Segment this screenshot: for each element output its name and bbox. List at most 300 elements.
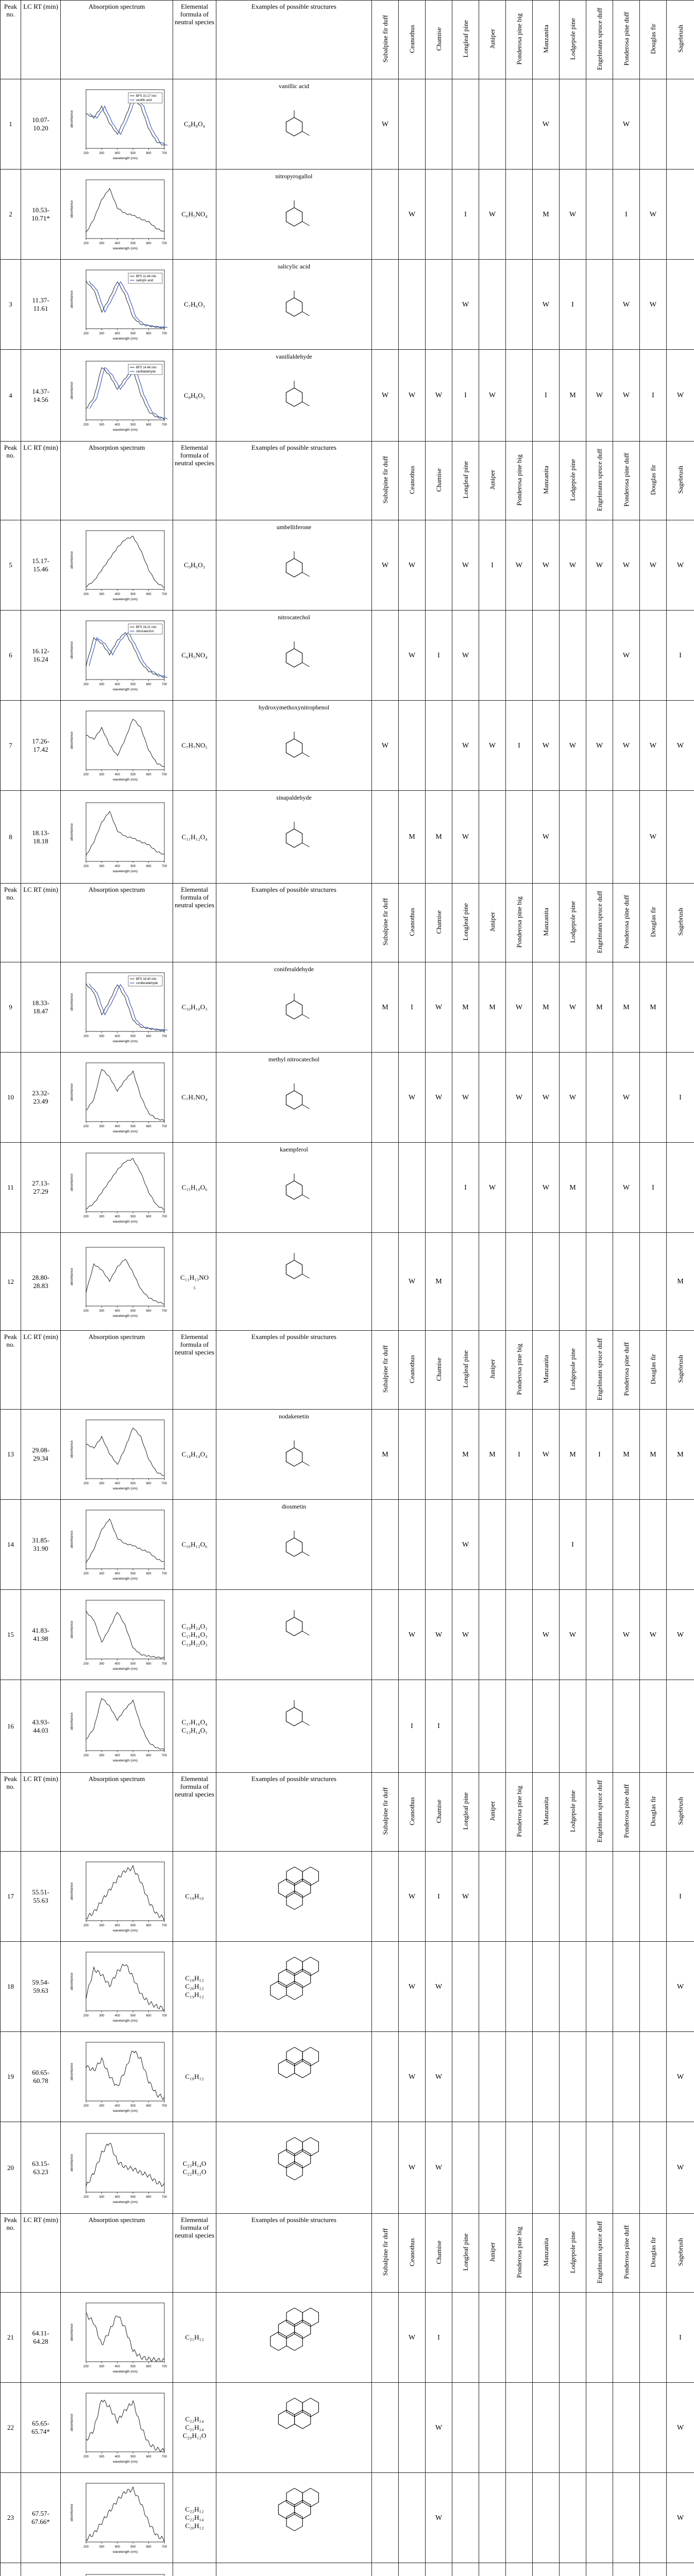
fuel-mark-cell — [399, 520, 426, 611]
spectrum-curve — [86, 1158, 164, 1210]
lc-rt-text: 18.13- 18.18 — [32, 828, 49, 845]
fuel-mark-cell — [640, 260, 667, 350]
fuel-mark: M — [677, 1450, 684, 1459]
compound-name: methyl nitrocatechol — [268, 1056, 319, 1063]
x-tick-label: 500 — [130, 1309, 136, 1313]
fuel-mark: W — [542, 120, 550, 128]
fuel-mark: W — [622, 1093, 630, 1101]
fuel-mark-cell — [426, 1852, 452, 1942]
fuel-label: Douglas fir — [649, 1796, 657, 1826]
fuel-mark: W — [408, 1982, 416, 1991]
fuel-mark-cell — [613, 260, 640, 350]
fuel-mark-cell — [372, 1053, 399, 1143]
fuel-mark-cell — [399, 701, 426, 791]
header-fuel — [640, 884, 667, 962]
x-tick-label: 400 — [114, 593, 120, 596]
fuel-mark: M — [569, 1450, 576, 1459]
fuel-mark-cell — [372, 79, 399, 170]
x-tick-label: 500 — [130, 1035, 136, 1038]
x-tick-label: 400 — [114, 1754, 120, 1757]
header-fuel — [586, 1331, 613, 1410]
x-tick-label: 300 — [98, 773, 104, 776]
lc-rt — [21, 520, 61, 611]
peak-number-text: 7 — [9, 741, 12, 749]
fuel-label: Lodgepole pine — [568, 2231, 577, 2274]
fuel-mark-cell — [560, 2383, 586, 2473]
fuel-mark: M — [382, 1450, 388, 1459]
fuel-mark: W — [408, 392, 416, 399]
fuel-mark-cell — [426, 2293, 452, 2383]
x-axis-label: wavelength (nm) — [112, 2550, 138, 2554]
header-fuel — [372, 1331, 399, 1410]
absorption-spectrum — [61, 2473, 173, 2563]
header-fuel — [479, 1331, 506, 1410]
fuel-label: Ponderosa pine big — [515, 13, 523, 65]
header-fuel — [372, 884, 399, 962]
molecule-structure-drawing — [243, 2125, 346, 2192]
ring — [286, 1448, 302, 1466]
peak-number-text: 20 — [7, 2163, 14, 2172]
fuel-mark-cell — [506, 79, 533, 170]
fuel-mark-cell — [399, 2473, 426, 2563]
ring — [270, 1981, 286, 1999]
header-peak: Peak no. — [1, 2214, 21, 2293]
x-tick-label: 500 — [130, 2455, 136, 2459]
header-lcrt: LC RT (min) — [21, 1331, 61, 1410]
x-tick-label: 600 — [146, 2546, 151, 2549]
y-axis-label: absorbance — [70, 110, 74, 128]
x-tick-label: 200 — [83, 1482, 89, 1485]
fuel-mark-cell — [667, 1942, 694, 2032]
possible-structures — [216, 1410, 372, 1500]
fuel-mark-cell — [452, 1852, 479, 1942]
y-axis-label: absorbance — [70, 2154, 74, 2172]
fuel-mark-cell — [586, 520, 613, 611]
fuel-mark: I — [437, 2333, 440, 2342]
fuel-label: Chamise — [434, 1357, 443, 1381]
header-fuel — [560, 1331, 586, 1410]
fuel-mark: W — [515, 561, 523, 569]
fuel-mark: W — [462, 1540, 469, 1549]
fuel-mark-cell — [667, 962, 694, 1053]
fuel-mark-cell — [667, 1500, 694, 1590]
table-row — [1, 2563, 694, 2576]
bond — [302, 843, 309, 847]
x-tick-label: 500 — [130, 1754, 136, 1757]
fuel-mark: W — [462, 741, 469, 750]
absorption-spectrum-plot — [65, 2389, 168, 2466]
bond — [302, 1631, 309, 1635]
fuel-mark-cell — [560, 350, 586, 442]
formula-text: C₆H₅NO₄ — [181, 651, 208, 659]
x-tick-label: 400 — [114, 423, 120, 427]
fuel-mark-cell — [667, 1233, 694, 1331]
ring — [270, 2332, 286, 2350]
absorption-spectrum-plot — [65, 2479, 168, 2556]
compound-name: nitropyrogallol — [275, 173, 313, 180]
fuel-label: Subalpine fir duff — [381, 898, 389, 946]
x-axis-label: wavelength (nm) — [112, 428, 138, 432]
fuel-mark-cell — [613, 1852, 640, 1942]
absorption-spectrum — [61, 1942, 173, 2032]
ring — [286, 2138, 302, 2156]
ring — [286, 1891, 302, 1909]
x-tick-label: 700 — [161, 2014, 167, 2018]
x-tick-label: 200 — [83, 2105, 89, 2108]
absorption-spectrum — [61, 2563, 173, 2576]
x-tick-label: 200 — [83, 242, 89, 245]
x-tick-label: 200 — [83, 152, 89, 155]
lc-rt — [21, 1942, 61, 2032]
spectrum-curve — [86, 719, 164, 767]
fuel-mark-cell — [640, 1233, 667, 1331]
y-axis-label: absorbance — [70, 641, 74, 659]
possible-structures — [216, 170, 372, 260]
spectrum-curve — [86, 189, 164, 233]
fuel-mark: W — [462, 651, 469, 659]
lc-rt — [21, 350, 61, 442]
fuel-mark-cell — [479, 1590, 506, 1680]
peak-number-text: 14 — [7, 1540, 14, 1548]
x-tick-label: 400 — [114, 1924, 120, 1927]
header-fuel — [586, 2214, 613, 2293]
absorption-spectrum — [61, 350, 173, 442]
fuel-mark-cell — [613, 791, 640, 884]
fuel-label: Engelmann spruce duff — [595, 7, 603, 71]
absorption-spectrum — [61, 1590, 173, 1680]
x-tick-label: 700 — [161, 2455, 167, 2459]
peak-number-text: 17 — [7, 1892, 14, 1900]
header-fuel — [452, 1331, 479, 1410]
fuel-mark-cell — [452, 791, 479, 884]
elemental-formula — [173, 1852, 216, 1942]
absorption-spectrum — [61, 2122, 173, 2214]
ring — [302, 2398, 318, 2417]
absorption-spectrum-plot — [65, 617, 168, 694]
x-tick-label: 500 — [130, 2365, 136, 2368]
fuel-mark-cell — [372, 1590, 399, 1680]
fuel-mark-cell — [399, 1852, 426, 1942]
y-axis-label: absorbance — [70, 1440, 74, 1458]
compound-name: kaempferol — [280, 1146, 308, 1153]
fuel-mark-cell — [667, 350, 694, 442]
spectrum-curve — [86, 811, 164, 855]
fuel-mark-cell — [586, 1852, 613, 1942]
table-row — [1, 79, 694, 170]
fuel-label: Ceanothus — [408, 25, 416, 53]
header-fuel — [560, 1, 586, 79]
fuel-mark: M — [650, 1003, 656, 1011]
fuel-mark-cell — [533, 2383, 560, 2473]
fuel-label: Ponderosa pine duff — [622, 453, 630, 507]
formula-text: C₈H₈O₄ — [183, 120, 206, 128]
header-structures: Examples of possible structures — [216, 1773, 372, 1852]
fuel-mark: W — [569, 1003, 577, 1011]
fuel-mark-cell — [640, 1852, 667, 1942]
x-tick-label: 200 — [83, 1754, 89, 1757]
fuel-mark: I — [518, 741, 520, 750]
x-axis-label: wavelength (nm) — [112, 869, 138, 873]
fuel-mark-cell — [640, 791, 667, 884]
lc-rt-text: 10.07- 10.20 — [32, 116, 49, 132]
absorption-spectrum — [61, 1410, 173, 1500]
x-tick-label: 500 — [130, 1482, 136, 1485]
fuel-mark: W — [435, 392, 443, 399]
x-tick-label: 600 — [146, 593, 151, 596]
fuel-mark-cell — [667, 1053, 694, 1143]
elemental-formula — [173, 2563, 216, 2576]
fuel-label: Longleaf pine — [461, 903, 469, 941]
header-fuel — [533, 1, 560, 79]
fuel-mark-cell — [372, 2122, 399, 2214]
x-tick-label: 300 — [98, 242, 104, 245]
header-lcrt: LC RT (min) — [21, 2214, 61, 2293]
absorption-spectrum-plot — [65, 1059, 168, 1136]
plot-frame — [86, 2042, 164, 2101]
fuel-mark-cell — [399, 2293, 426, 2383]
table-row — [1, 791, 694, 884]
fuel-mark: W — [462, 833, 469, 841]
absorption-spectrum — [61, 1500, 173, 1590]
lc-rt — [21, 791, 61, 884]
fuel-mark: W — [488, 210, 496, 218]
x-tick-label: 600 — [146, 1035, 151, 1038]
fuel-mark-cell — [372, 260, 399, 350]
fuel-mark-cell — [560, 611, 586, 701]
fuel-mark: W — [622, 1631, 630, 1639]
elemental-formula — [173, 350, 216, 442]
fuel-mark: M — [543, 210, 549, 218]
fuel-label: Ceanothus — [408, 2238, 416, 2266]
fuel-mark-cell — [452, 2293, 479, 2383]
fuel-mark: W — [408, 1892, 416, 1901]
fuel-label: Chamise — [434, 27, 443, 51]
fuel-mark: I — [598, 1450, 601, 1459]
x-tick-label: 400 — [114, 2014, 120, 2018]
fuel-mark: M — [623, 1003, 630, 1011]
fuel-mark-cell — [667, 1680, 694, 1773]
fuel-mark-cell — [533, 701, 560, 791]
legend-entry: coniferaldehyde — [136, 982, 158, 985]
possible-structures — [216, 791, 372, 884]
y-axis-label: absorbance — [70, 1973, 74, 1990]
header-fuel — [560, 442, 586, 520]
fuel-label: Juniper — [488, 1801, 496, 1821]
fuel-mark-cell — [533, 1410, 560, 1500]
fuel-mark-cell — [506, 170, 533, 260]
spectrum-curve — [86, 1519, 164, 1563]
molecule-structure-drawing — [243, 1157, 346, 1224]
fuel-mark-cell — [452, 611, 479, 701]
fuel-mark-cell — [506, 1590, 533, 1680]
elemental-formula — [173, 1500, 216, 1590]
header-fuel — [586, 1, 613, 79]
fuel-mark-cell — [667, 2383, 694, 2473]
elemental-formula — [173, 2293, 216, 2383]
y-axis-label: absorbance — [70, 2504, 74, 2521]
fuel-mark-cell — [506, 2122, 533, 2214]
elemental-formula — [173, 2122, 216, 2214]
fuel-mark-cell — [640, 611, 667, 701]
fuel-mark-cell — [426, 701, 452, 791]
spectrum-curve — [86, 1866, 164, 1921]
molecule-structure-drawing — [243, 2035, 346, 2102]
fuel-mark-cell — [667, 2122, 694, 2214]
fuel-mark: W — [408, 2333, 416, 2342]
peak-number — [1, 170, 21, 260]
x-tick-label: 300 — [98, 1572, 104, 1575]
x-tick-label: 700 — [161, 1572, 167, 1575]
fuel-mark-cell — [533, 2122, 560, 2214]
fuel-label: Subalpine fir duff — [381, 456, 389, 504]
absorption-spectrum-plot — [65, 1149, 168, 1226]
possible-structures — [216, 962, 372, 1053]
y-axis-label: absorbance — [70, 2324, 74, 2341]
fuel-mark: I — [437, 1722, 440, 1730]
header-fuel — [613, 1, 640, 79]
formula-text: C₁₈H₁₀ — [185, 1892, 204, 1900]
x-tick-label: 700 — [161, 593, 167, 596]
molecule-structure-drawing — [243, 624, 346, 691]
fuel-mark-cell — [372, 170, 399, 260]
fuel-label: Lodgepole pine — [568, 901, 577, 943]
header-fuel — [506, 884, 533, 962]
y-axis-label: absorbance — [70, 1621, 74, 1638]
peak-number — [1, 1942, 21, 2032]
table-header — [1, 1, 694, 79]
fuel-mark-cell — [667, 1410, 694, 1500]
fuel-mark-cell — [533, 1590, 560, 1680]
fuel-mark-cell — [613, 520, 640, 611]
molecule-structure-drawing — [243, 534, 346, 601]
fuel-label: Manzanita — [541, 466, 550, 494]
fuel-mark-cell — [667, 611, 694, 701]
lc-rt-text: 16.12- 16.24 — [32, 647, 49, 663]
ring — [286, 2488, 302, 2507]
x-tick-label: 600 — [146, 1309, 151, 1313]
fuel-label: Ponderosa pine big — [515, 454, 523, 506]
peak-number-text: 13 — [7, 1450, 14, 1458]
elemental-formula — [173, 1053, 216, 1143]
fuel-mark-cell — [613, 2383, 640, 2473]
peak-number — [1, 2473, 21, 2563]
peak-number-text: 12 — [7, 1277, 14, 1285]
fuel-label: Ponderosa pine big — [515, 2226, 523, 2278]
fuel-label: Juniper — [488, 29, 496, 49]
fuel-mark-cell — [613, 611, 640, 701]
fuel-mark-cell — [372, 2383, 399, 2473]
plot-frame — [86, 1247, 164, 1306]
formula-text: C₂₃H₁₄O C₂₂H₁₂O — [182, 2159, 207, 2176]
molecule-structure-drawing — [243, 1683, 346, 1750]
fuel-mark: W — [542, 1631, 550, 1639]
header-fuel — [506, 1773, 533, 1852]
formula-text: C₁₇H₁₆O₄ C₁₃H₁₄O₅ — [181, 1718, 208, 1734]
x-tick-label: 300 — [98, 1125, 104, 1128]
reference-curve — [89, 367, 167, 419]
elemental-formula — [173, 79, 216, 170]
fuel-mark-cell — [640, 1143, 667, 1233]
molecule-structure-drawing — [243, 364, 346, 431]
elemental-formula — [173, 1143, 216, 1233]
x-tick-label: 400 — [114, 2365, 120, 2368]
fuel-mark: I — [652, 1183, 654, 1192]
lc-rt-text: 67.57- 67.66* — [31, 2510, 50, 2526]
fuel-mark-cell — [506, 611, 533, 701]
header-fuel — [506, 2214, 533, 2293]
fuel-mark-cell — [426, 1233, 452, 1331]
fuel-mark-cell — [399, 79, 426, 170]
plot-frame — [86, 1862, 164, 1921]
x-tick-label: 200 — [83, 1309, 89, 1313]
x-tick-label: 700 — [161, 242, 167, 245]
fuel-label: Lodgepole pine — [568, 1348, 577, 1391]
header-fuel — [372, 1773, 399, 1852]
fuel-label: Ponderosa pine duff — [622, 895, 630, 949]
fuel-mark-cell — [586, 1590, 613, 1680]
peak-number-text: 19 — [7, 2073, 14, 2080]
fuel-mark: W — [542, 300, 550, 309]
fuel-mark-cell — [506, 520, 533, 611]
fuel-label: Douglas fir — [649, 2237, 657, 2267]
fuel-mark-cell — [506, 1053, 533, 1143]
molecule-structure-drawing — [243, 1593, 346, 1660]
fuel-mark-cell — [372, 2473, 399, 2563]
possible-structures — [216, 260, 372, 350]
peak-number — [1, 79, 21, 170]
header-fuel — [506, 1331, 533, 1410]
x-tick-label: 700 — [161, 1125, 167, 1128]
header-fuel — [426, 1773, 452, 1852]
x-tick-label: 500 — [130, 152, 136, 155]
fuel-mark: M — [409, 833, 415, 841]
fuel-mark-cell — [667, 79, 694, 170]
fuel-mark-cell — [640, 962, 667, 1053]
x-tick-label: 600 — [146, 1663, 151, 1666]
fuel-label: Douglas fir — [649, 1354, 657, 1384]
elemental-formula — [173, 791, 216, 884]
x-axis-label: wavelength (nm) — [112, 688, 138, 691]
fuel-mark-cell — [640, 2383, 667, 2473]
fuel-label: Ponderosa pine big — [515, 1343, 523, 1395]
ring — [278, 2500, 294, 2519]
fuel-mark-cell — [452, 1942, 479, 2032]
x-tick-label: 400 — [114, 332, 120, 335]
fuel-mark-cell — [586, 1410, 613, 1500]
fuel-mark: W — [676, 741, 684, 750]
x-tick-label: 500 — [130, 1215, 136, 1218]
header-formula: Elemental formula of neutral species — [173, 1331, 216, 1410]
x-tick-label: 600 — [146, 683, 151, 686]
x-tick-label: 700 — [161, 423, 167, 427]
fuel-label: Engelmann spruce duff — [595, 1780, 603, 1843]
spectrum-curve — [86, 2143, 164, 2187]
spectrum-curve — [86, 1611, 164, 1658]
spectrum-curve — [86, 281, 164, 328]
x-tick-label: 500 — [130, 773, 136, 776]
legend-entry: salicylic acid — [136, 279, 153, 282]
header-fuel — [426, 884, 452, 962]
header-fuel — [667, 442, 694, 520]
absorption-spectrum-plot — [65, 1506, 168, 1583]
bond — [302, 1462, 309, 1466]
x-tick-label: 300 — [98, 1924, 104, 1927]
fuel-mark: W — [622, 561, 630, 569]
fuel-label: Manzanita — [541, 1355, 550, 1383]
fuel-mark: W — [542, 561, 550, 569]
header-fuel — [372, 1, 399, 79]
fuel-mark-cell — [586, 791, 613, 884]
